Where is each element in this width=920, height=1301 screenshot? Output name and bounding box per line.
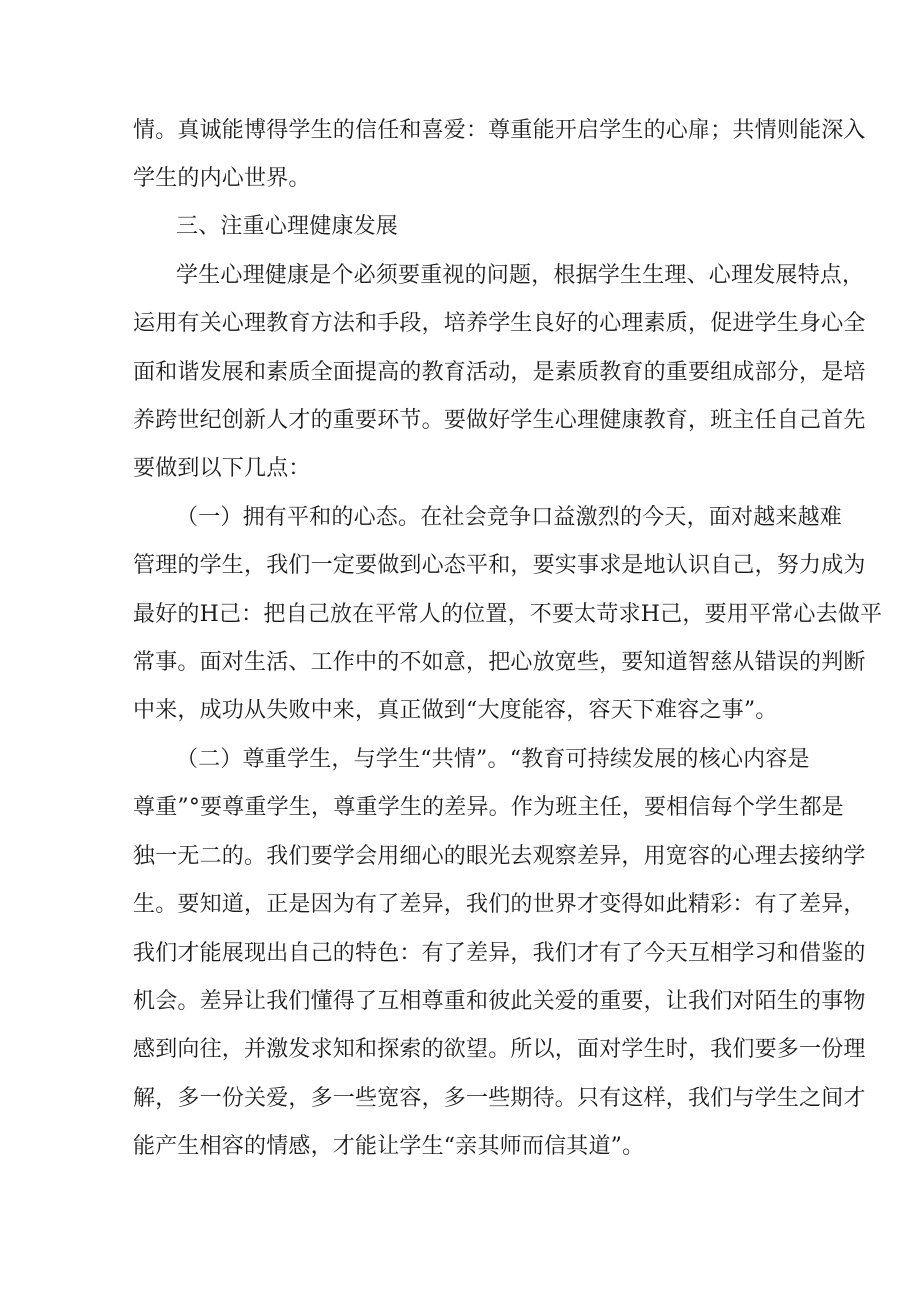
text-line: 机会。差异让我们懂得了互相尊重和彼此关爱的重要，让我们对陌生的事物 [133,989,866,1014]
text-line: 能产生相容的情感，才能让学生“亲其师而信其道”。 [133,1134,645,1159]
text-line: 要做到以下几点： [133,456,311,481]
text-line: 尊重”°要尊重学生，尊重学生的差异。作为班主任，要相信每个学生都是 [133,795,844,820]
text-line: 感到向往，并激发求知和探索的欲望。所以，面对学生时，我们要多一份理 [133,1037,866,1062]
paragraph-start-line: 学生心理健康是个必须要重视的问题，根据学生生理、心理发展特点， [176,263,865,288]
text-line: 生。要知道，正是因为有了差异，我们的世界才变得如此精彩：有了差异， [133,892,866,917]
text-line: 我们才能展现出自己的特色：有了差异，我们才有了今天互相学习和借鉴的 [133,941,866,966]
text-line: 最好的H己：把自己放在平常人的位置，不要太苛求H己，要用平常心去做平 [133,602,883,627]
text-line: 运用有关心理教育方法和手段，培养学生良好的心理素质，促进学生身心全 [133,311,866,336]
text-line: 学生的内心世界。 [133,166,311,191]
text-line: 解，多一份关爱，多一些宽容，多一些期待。只有这样，我们与学生之间才 [133,1086,866,1111]
paragraph-start-line: （一）拥有平和的心态。在社会竞争口益激烈的今天，面对越来越难 [176,505,843,530]
text-line: 面和谐发展和素质全面提高的教育活动，是素质教育的重要组成部分，是培 [133,360,866,385]
text-line: 情。真诚能博得学生的信任和喜爱：尊重能开启学生的心扉；共情则能深入 [133,118,866,143]
text-line: 常事。面对生活、工作中的不如意，把心放宽些，要知道智慈从错误的判断 [133,650,866,675]
section-heading: 三、注重心理健康发展 [176,214,399,239]
text-line: 管理的学生，我们一定要做到心态平和，要实事求是地认识自己，努力成为 [133,553,866,578]
text-line: 独一无二的。我们要学会用细心的眼光去观察差异，用宽容的心理去接纳学 [133,844,866,869]
text-line: 中来，成功从失败中来，真正做到“大度能容，容天下难容之事”。 [133,698,778,723]
text-line: 养跨世纪创新人才的重要环节。要做好学生心理健康教育，班主任自己首先 [133,408,866,433]
paragraph-start-line: （二）尊重学生，与学生“共情”。“教育可持续发展的核心内容是 [176,747,810,772]
